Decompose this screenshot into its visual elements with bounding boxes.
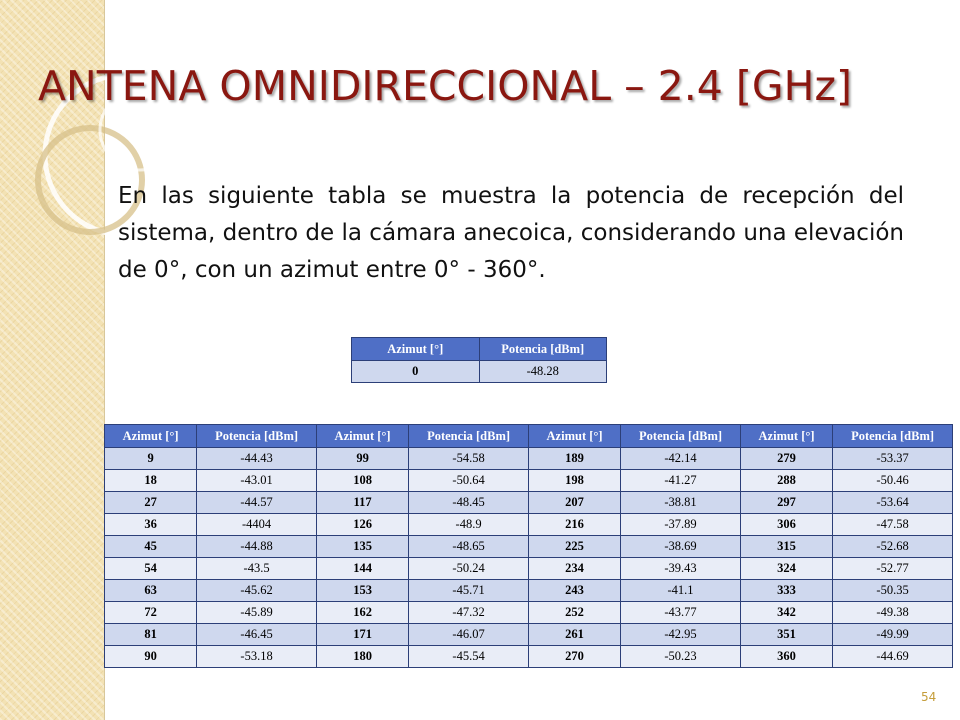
azimuth-cell: 207 [528,492,620,514]
power-cell: -45.71 [409,580,529,602]
power-cell: -43.01 [197,470,317,492]
azimuth-cell: 180 [316,646,408,668]
column-header: Azimut [°] [740,425,832,448]
power-cell: -50.35 [833,580,953,602]
power-cell: -53.18 [197,646,317,668]
power-cell: -4404 [197,514,317,536]
azimuth-cell: 27 [105,492,197,514]
table-row [105,558,953,580]
column-header: Azimut [°] [316,425,408,448]
power-cell: -49.99 [833,624,953,646]
power-cell: -43.5 [197,558,317,580]
power-cell: -44.57 [197,492,317,514]
power-cell: -49.38 [833,602,953,624]
power-cell: -42.95 [621,624,741,646]
power-cell: -38.69 [621,536,741,558]
azimuth-cell: 144 [316,558,408,580]
azimuth-cell: 72 [105,602,197,624]
power-cell: -46.45 [197,624,317,646]
column-header: Azimut [°] [352,338,480,361]
table-row [105,536,953,558]
azimuth-cell: 81 [105,624,197,646]
power-cell: -44.43 [197,448,317,470]
azimuth-cell: 36 [105,514,197,536]
azimuth-cell: 342 [740,602,832,624]
azimuth-cell: 324 [740,558,832,580]
table-row [105,470,953,492]
azimuth-cell: 153 [316,580,408,602]
reference-table [351,337,607,383]
table-row [105,492,953,514]
table-row [105,602,953,624]
power-cell: -53.37 [833,448,953,470]
azimuth-cell: 297 [740,492,832,514]
power-cell: -50.24 [409,558,529,580]
power-cell: -41.27 [621,470,741,492]
azimuth-cell: 315 [740,536,832,558]
azimuth-cell: 306 [740,514,832,536]
table-row [105,624,953,646]
power-cell: -44.69 [833,646,953,668]
column-header: Potencia [dBm] [621,425,741,448]
power-cell: -46.07 [409,624,529,646]
azimuth-cell: 333 [740,580,832,602]
azimuth-cell: 90 [105,646,197,668]
azimuth-cell: 279 [740,448,832,470]
azimuth-cell: 360 [740,646,832,668]
azimuth-cell: 108 [316,470,408,492]
power-cell: -52.77 [833,558,953,580]
intro-paragraph: En las siguiente tabla se muestra la potencia de recepción del sistema, dentro de la cámara anecoica, considerando una elevación de 0°, con un azimut entre 0° - 360°. [118,183,904,283]
azimuth-cell: 171 [316,624,408,646]
power-cell: -53.64 [833,492,953,514]
power-cell: -45.89 [197,602,317,624]
azimuth-cell: 234 [528,558,620,580]
azimuth-cell: 0 [352,361,480,383]
table-row [105,514,953,536]
table-row [105,448,953,470]
power-cell: -37.89 [621,514,741,536]
power-cell: -48.9 [409,514,529,536]
azimuth-cell: 288 [740,470,832,492]
column-header: Potencia [dBm] [479,338,607,361]
azimuth-cell: 270 [528,646,620,668]
table-header-row [105,425,953,448]
column-header: Potencia [dBm] [833,425,953,448]
power-cell: -48.28 [479,361,607,383]
column-header: Azimut [°] [528,425,620,448]
power-cell: -50.46 [833,470,953,492]
power-cell: -45.62 [197,580,317,602]
azimuth-cell: 9 [105,448,197,470]
azimuth-cell: 63 [105,580,197,602]
table-header-row [352,338,607,361]
azimuth-cell: 162 [316,602,408,624]
power-cell: -44.88 [197,536,317,558]
page-title: ANTENA OMNIDIRECCIONAL – 2.4 [GHz] [38,62,852,110]
table-row [105,580,953,602]
azimuth-cell: 18 [105,470,197,492]
power-cell: -52.68 [833,536,953,558]
azimuth-cell: 198 [528,470,620,492]
power-cell: -47.32 [409,602,529,624]
azimuth-cell: 189 [528,448,620,470]
column-header: Potencia [dBm] [409,425,529,448]
table-row [352,361,607,383]
azimuth-cell: 252 [528,602,620,624]
power-cell: -50.64 [409,470,529,492]
azimuth-cell: 126 [316,514,408,536]
azimuth-cell: 135 [316,536,408,558]
azimuth-cell: 117 [316,492,408,514]
power-cell: -42.14 [621,448,741,470]
column-header: Azimut [°] [105,425,197,448]
page-number: 54 [921,690,937,704]
power-cell: -45.54 [409,646,529,668]
azimuth-cell: 99 [316,448,408,470]
power-cell: -47.58 [833,514,953,536]
azimuth-cell: 261 [528,624,620,646]
power-table [104,424,953,668]
power-cell: -50.23 [621,646,741,668]
column-header: Potencia [dBm] [197,425,317,448]
power-cell: -38.81 [621,492,741,514]
azimuth-cell: 45 [105,536,197,558]
azimuth-cell: 225 [528,536,620,558]
power-cell: -43.77 [621,602,741,624]
power-cell: -48.45 [409,492,529,514]
azimuth-cell: 243 [528,580,620,602]
azimuth-cell: 54 [105,558,197,580]
power-cell: -54.58 [409,448,529,470]
azimuth-cell: 351 [740,624,832,646]
power-cell: -48.65 [409,536,529,558]
table-row [105,646,953,668]
power-cell: -39.43 [621,558,741,580]
azimuth-cell: 216 [528,514,620,536]
power-cell: -41.1 [621,580,741,602]
